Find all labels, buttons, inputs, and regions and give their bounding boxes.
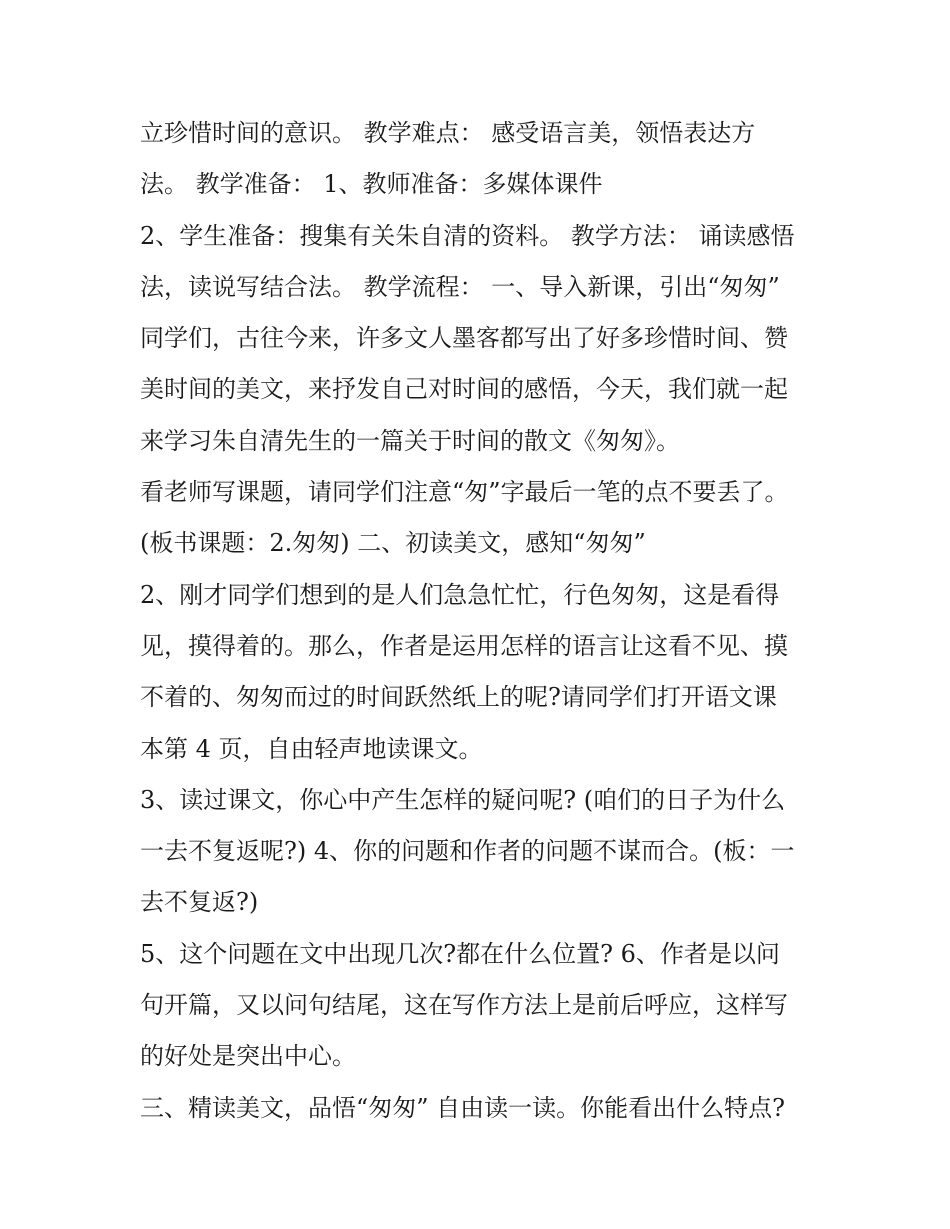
- text-line: 法。 教学准备： 1、教师准备：多媒体课件: [140, 170, 603, 199]
- text-line: 法，读说写结合法。 教学流程： 一、导入新课，引出“匆匆”: [140, 272, 780, 301]
- text-line: 去不复返?): [140, 888, 259, 917]
- text-line: 2、学生准备：搜集有关朱自清的资料。 教学方法： 诵读感悟: [140, 221, 795, 250]
- text-line: 一去不复返呢?) 4、你的问题和作者的问题不谋而合。(板：一: [140, 837, 795, 866]
- document-body: [140, 108, 830, 1134]
- text-line: 的好处是突出中心。: [140, 1042, 356, 1071]
- text-line: 美时间的美文，来抒发自己对时间的感悟，今天，我们就一起: [140, 375, 788, 404]
- text-line: (板书课题：2.匆匆) 二、初读美文，感知“匆匆”: [140, 529, 646, 558]
- text-line: 3、读过课文，你心中产生怎样的疑问呢? (咱们的日子为什么: [140, 785, 786, 814]
- text-line: 三、精读美文，品悟“匆匆” 自由读一读。你能看出什么特点?: [140, 1093, 786, 1122]
- text-line: 立珍惜时间的意识。 教学难点： 感受语言美，领悟表达方: [140, 119, 756, 147]
- text-line: 5、这个问题在文中出现几次?都在什么位置? 6、作者是以问: [140, 939, 780, 968]
- text-line: 看老师写课题，请同学们注意“匆”字最后一笔的点不要丢了。: [140, 478, 789, 507]
- text-line: 不着的、匆匆而过的时间跃然纸上的呢?请同学们打开语文课: [140, 683, 777, 712]
- text-line: 句开篇，又以问句结尾，这在写作方法上是前后呼应，这样写: [140, 991, 788, 1020]
- text-line: 本第 4 页，自由轻声地读课文。: [140, 734, 483, 763]
- text-line: 2、刚才同学们想到的是人们急急忙忙，行色匆匆，这是看得: [140, 580, 780, 609]
- text-line: 同学们，古往今来，许多文人墨客都写出了好多珍惜时间、赞: [140, 324, 788, 353]
- text-line: 来学习朱自清先生的一篇关于时间的散文《匆匆》。: [140, 426, 680, 455]
- text-line: 见，摸得着的。那么，作者是运用怎样的语言让这看不见、摸: [140, 631, 788, 660]
